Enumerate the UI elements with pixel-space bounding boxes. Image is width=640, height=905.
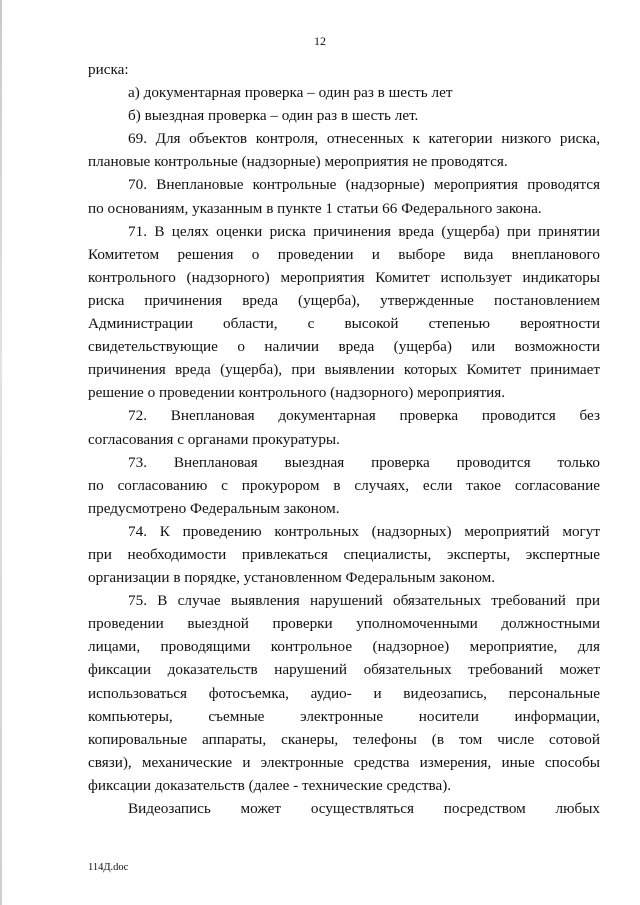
text-line: 73. Внеплановая выездная проверка проводится только	[128, 453, 600, 471]
text-line: Администрации области, с высокой степенью вероятности	[88, 315, 600, 333]
text-line: фиксации доказательств (далее - технические средства).	[88, 776, 452, 794]
text-line: контрольного (надзорного) мероприятия Комитет использует индикаторы	[88, 268, 600, 286]
page-number: 12	[314, 34, 326, 48]
text-line: 74. К проведению контрольных (надзорных) мероприятий могут	[128, 522, 600, 540]
document-body	[88, 58, 600, 820]
text-line: риска:	[88, 61, 129, 78]
text-line: 71. В целях оценки риска причинения вреда (ущерба) при принятии	[128, 222, 600, 240]
text-line: согласования с органами прокуратуры.	[88, 430, 340, 448]
text-line: Видеозапись может осуществляться посредством любых	[128, 800, 600, 817]
text-line: 70. Внеплановые контрольные (надзорные) мероприятия проводятся	[128, 176, 600, 194]
text-line: организации в порядке, установленном Федеральным законом.	[88, 569, 496, 587]
text-line: лицами, проводящими контрольное (надзорное) мероприятие, для	[88, 638, 600, 656]
text-line: по основаниям, указанным в пункте 1 статьи 66 Федерального закона.	[88, 199, 542, 217]
text-line: использоваться фотосъемка, аудио- и видеозапись, персональные	[88, 684, 600, 702]
footer-filename: 114Д.doc	[88, 862, 129, 873]
text-line: 75. В случае выявления нарушений обязательных требований при	[128, 592, 600, 610]
scan-edge	[0, 0, 2, 905]
text-line: связи), механические и электронные средства измерения, иные способы	[88, 753, 600, 771]
text-line: при необходимости привлекаться специалисты, эксперты, экспертные	[88, 545, 600, 563]
text-line: б) выездная проверка – один раз в шесть лет.	[128, 107, 419, 125]
text-line: Комитетом решения о проведении и выборе вида внепланового	[88, 245, 600, 263]
text-line: копировальные аппараты, сканеры, телефоны (в том числе сотовой	[88, 730, 600, 748]
text-line: проведении выездной проверки уполномоченными должностными	[88, 615, 600, 633]
text-line: 72. Внеплановая документарная проверка проводится без	[128, 407, 600, 425]
text-line: компьютеры, съемные электронные носители информации,	[88, 707, 600, 725]
text-line: по согласованию с прокурором в случаях, если такое согласование	[88, 476, 600, 494]
text-line: плановые контрольные (надзорные) мероприятия не проводятся.	[88, 153, 508, 171]
text-line: причинения вреда (ущерба), при выявлении которых Комитет принимает	[88, 361, 600, 379]
text-line: свидетельствующие о наличии вреда (ущерба) или возможности	[88, 338, 600, 356]
text-line: фиксации доказательств нарушений обязательных требований может	[88, 661, 600, 679]
text-line: 69. Для объектов контроля, отнесенных к категории низкого риска,	[128, 130, 600, 148]
text-line: решение о проведении контрольного (надзорного) мероприятия.	[88, 384, 506, 402]
text-line: риска причинения вреда (ущерба), утвержденные постановлением	[88, 291, 600, 309]
text-line: предусмотрено Федеральным законом.	[88, 499, 340, 517]
text-line: а) документарная проверка – один раз в шесть лет	[128, 84, 453, 102]
